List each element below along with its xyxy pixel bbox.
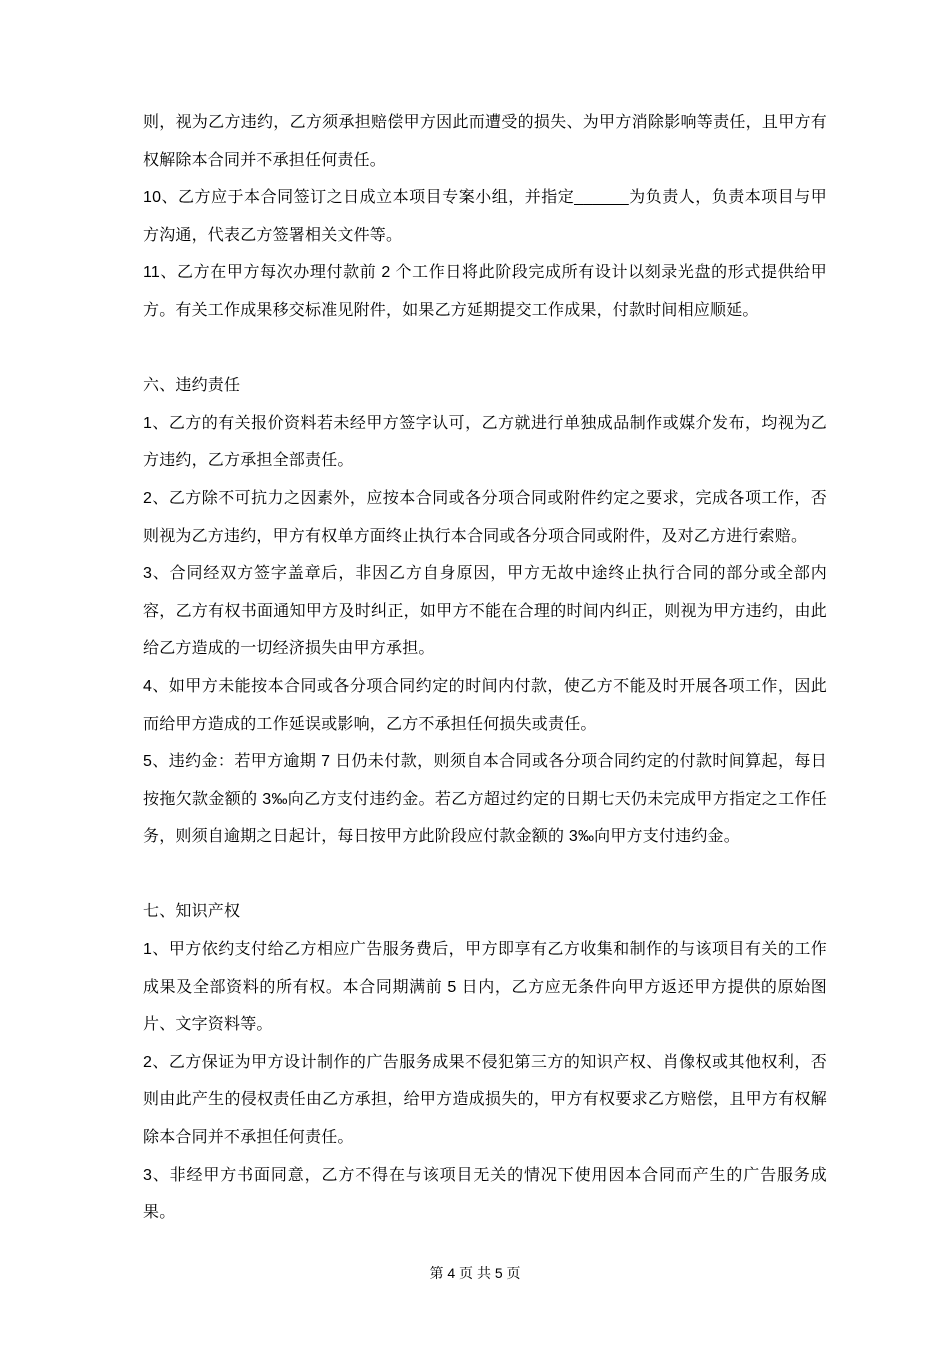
contract-paragraph-breach-3: 3、合同经双方签字盖章后，非因乙方自身原因，甲方无故中途终止执行合同的部分或全部内容，乙方有权书面通知甲方及时纠正，如甲方不能在合理的时间内纠正，则视为甲方违约，由此给乙方造成的一切经济损失由甲方承担。 [143, 565, 827, 658]
contract-paragraph-breach-2: 2、乙方除不可抗力之因素外，应按本合同或各分项合同或附件约定之要求，完成各项工作，否则视为乙方违约，甲方有权单方面终止执行本合同或各分项合同或附件，及对乙方进行索赔。 [143, 489, 827, 545]
contract-body [143, 104, 827, 1232]
contract-paragraph-clause-11: 11、乙方在甲方每次办理付款前 2 个工作日将此阶段完成所有设计以刻录光盘的形式提供给甲方。有关工作成果移交标准见附件，如果乙方延期提交工作成果，付款时间相应顺延。 [143, 264, 827, 319]
contract-paragraph-ip-3: 3、非经甲方书面同意，乙方不得在与该项目无关的情况下使用因本合同而产生的广告服务成果。 [143, 1166, 827, 1222]
page-number: 第 4 页 共 5 页 [429, 1265, 521, 1281]
contract-paragraph-clause-10: 10、乙方应于本合同签订之日成立本项目专案小组，并指定______为负责人，负责本项目与甲方沟通，代表乙方签署相关文件等。 [143, 189, 827, 244]
contract-paragraph-carryover: 则，视为乙方违约，乙方须承担赔偿甲方因此而遭受的损失、为甲方消除影响等责任，且甲方有权解除本合同并不承担任何责任。 [143, 114, 827, 169]
contract-paragraph-ip-2: 2、乙方保证为甲方设计制作的广告服务成果不侵犯第三方的知识产权、肖像权或其他权利，否则由此产生的侵权责任由乙方承担，给甲方造成损失的，甲方有权要求乙方赔偿，且甲方有权解除本合同并不承担任何责任。 [143, 1053, 827, 1147]
section-heading-breach-liability: 六、违约责任 [143, 377, 241, 395]
section-heading-intellectual-property: 七、知识产权 [143, 903, 241, 921]
contract-paragraph-breach-1: 1、乙方的有关报价资料若未经甲方签字认可，乙方就进行单独成品制作或媒介发布，均视为乙方违约，乙方承担全部责任。 [143, 414, 827, 470]
page-footer [0, 1262, 950, 1284]
contract-paragraph-breach-4: 4、如甲方未能按本合同或各分项合同约定的时间内付款，使乙方不能及时开展各项工作，因此而给甲方造成的工作延误或影响，乙方不承担任何损失或责任。 [143, 677, 827, 733]
contract-paragraph-breach-5: 5、违约金：若甲方逾期 7 日仍未付款，则须自本合同或各分项合同约定的付款时间算起，每日按拖欠款金额的 3‰向乙方支付违约金。若乙方超过约定的日期七天仍未完成甲方指定之工作任务，则须自逾期之日起计，每日按甲方此阶段应付款金额的 3‰向甲方支付违约金。 [143, 753, 827, 846]
contract-paragraph-ip-1: 1、甲方依约支付给乙方相应广告服务费后，甲方即享有乙方收集和制作的与该项目有关的工作成果及全部资料的所有权。本合同期满前 5 日内，乙方应无条件向甲方返还甲方提供的原始图片、文字资料等。 [143, 941, 827, 1034]
